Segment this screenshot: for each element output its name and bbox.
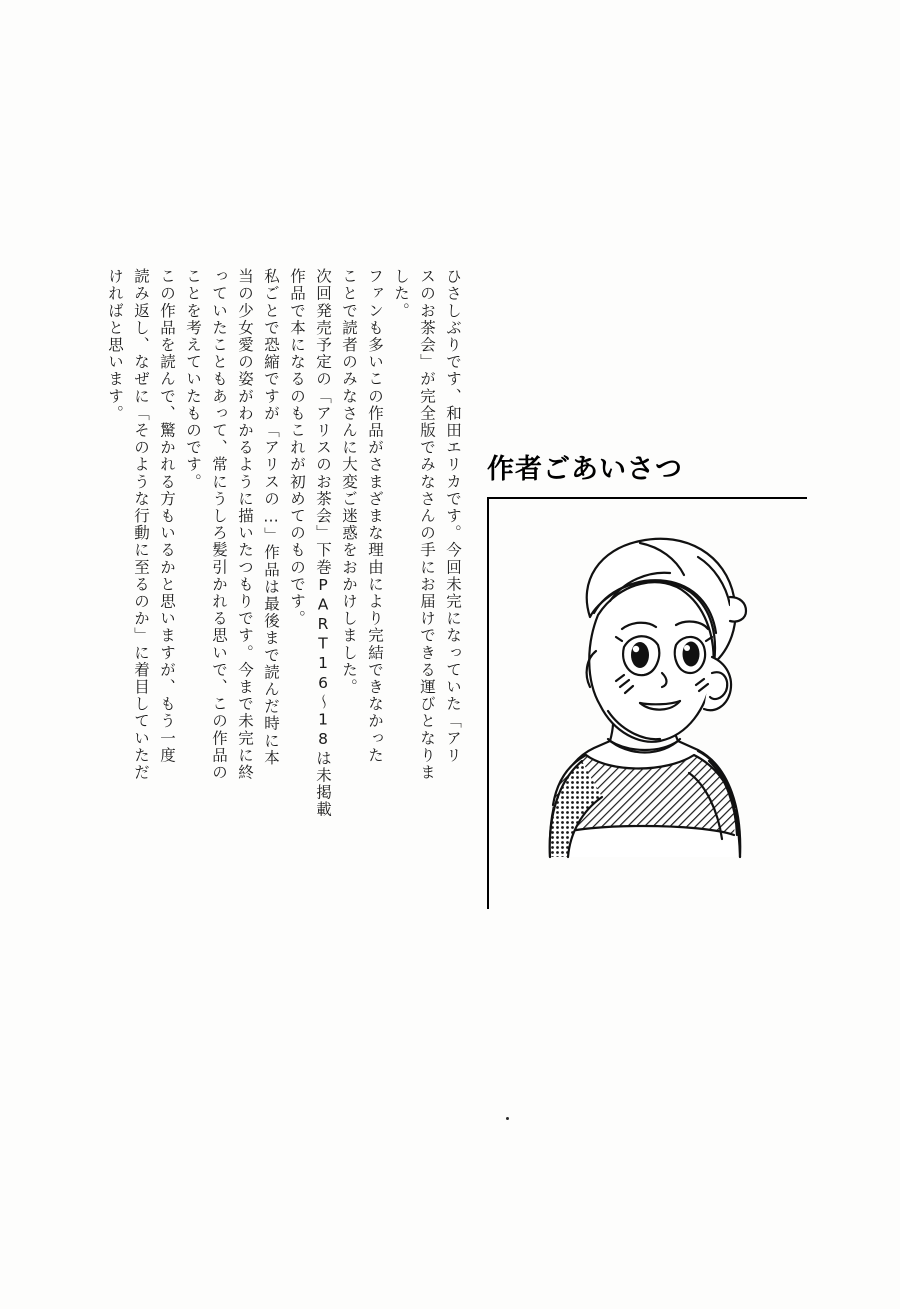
text-column: ことで読者のみなさんに大変ご迷惑をおかけしました。	[340, 268, 358, 696]
text-column: 次回発売予定の「アリスのお茶会」下巻PART16〜18は未掲載	[314, 268, 332, 819]
page-title: 作者ごあいさつ	[487, 454, 683, 485]
page-speck	[506, 1117, 509, 1120]
text-column: ファンも多いこの作品がさまざまな理由により完結できなかった	[366, 268, 384, 764]
text-column: ひさしぶりです、和田エリカです。今回未完になっていた「アリ	[444, 268, 462, 764]
text-column: 私ごとで恐縮ですが「アリスの…」作品は最後まで読んだ時に本	[262, 268, 280, 767]
heading-vertical-rule	[487, 497, 489, 909]
section-heading	[487, 455, 807, 485]
text-column: スのお茶会」が完全版でみなさんの手にお届けできる運びとなりま	[418, 268, 436, 781]
text-column: この作品を読んで、驚かれる方もいるかと思いますが、もう一度	[158, 268, 176, 764]
heading-horizontal-rule	[487, 497, 807, 499]
text-column: ければと思います。	[106, 268, 124, 422]
text-column: 当の少女愛の姿がわかるように描いたつもりです。今まで未完に終	[236, 268, 254, 781]
author-greeting-text	[40, 268, 460, 928]
text-column: っていたこともあって、常にうしろ髪引かれる思いで、この作品の	[210, 268, 228, 781]
text-column: 作品で本になるのもこれが初めてのものです。	[288, 268, 306, 628]
text-column: ことを考えていたものです。	[184, 268, 202, 491]
girl-portrait-illustration	[490, 505, 790, 865]
text-column: した。	[392, 268, 410, 320]
text-column: 読み返し、なぜに「そのような行動に至るのか」に着目していただ	[132, 268, 150, 781]
